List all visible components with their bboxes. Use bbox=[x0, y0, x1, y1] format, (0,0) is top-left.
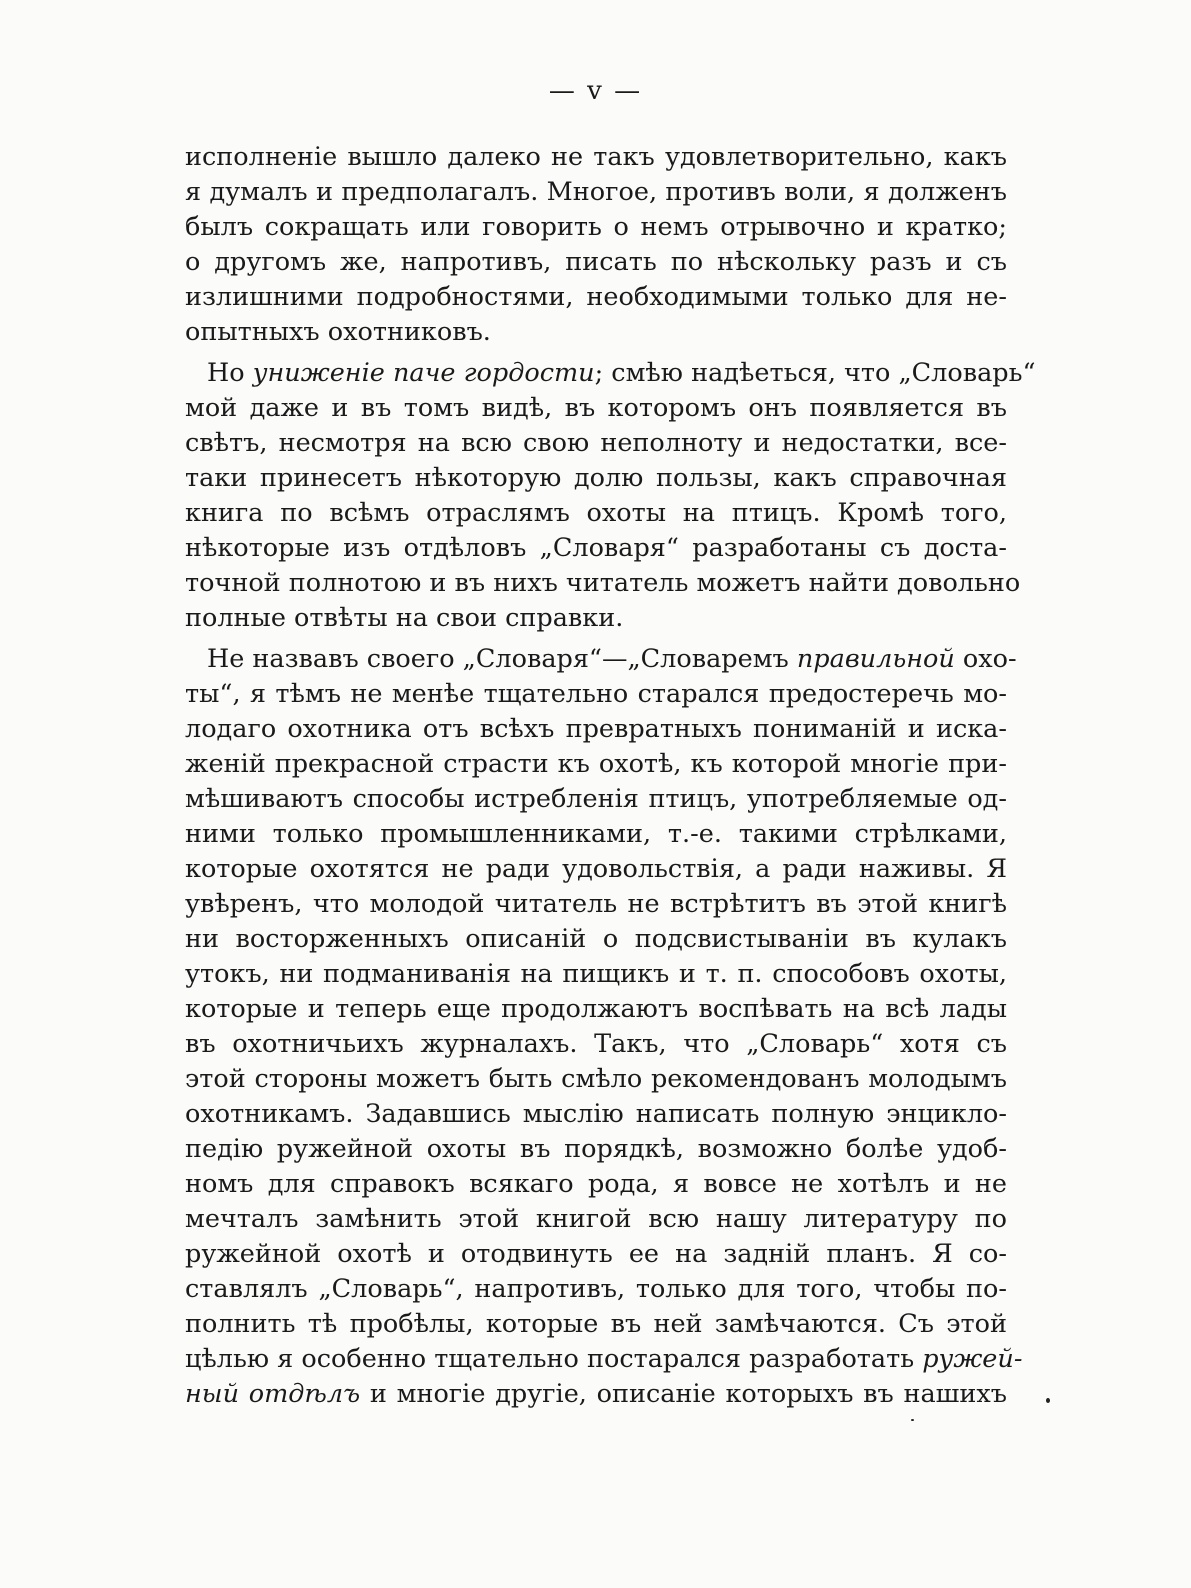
text-line: мой даже и въ томъ видѣ, въ которомъ онъ появляется въ bbox=[185, 393, 1007, 423]
text-line: которые и теперь еще продолжаютъ воспѣвать на всѣ лады bbox=[185, 994, 1007, 1024]
italic-phrase: ружей- bbox=[922, 1344, 1023, 1374]
text-line: свѣтъ, несмотря на всю свою неполноту и недостатки, все- bbox=[185, 428, 1007, 458]
text-line: увѣренъ, что молодой читатель не встрѣтитъ въ этой книгѣ bbox=[185, 889, 1007, 919]
text-line: ружейной охотѣ и отодвинуть ее на задній планъ. Я со- bbox=[185, 1239, 1007, 1269]
text-line: излишними подробностями, необходимыми только для не- bbox=[185, 282, 1007, 312]
text-run: ; смѣю надѣеться, что „Словарь“ bbox=[594, 358, 1036, 388]
text-line bbox=[185, 356, 1036, 391]
page-number: — v — bbox=[548, 76, 643, 106]
text-line: полнить тѣ пробѣлы, которые въ ней замѣчаются. Съ этой bbox=[185, 1309, 1007, 1339]
text-line: былъ сокращать или говорить о немъ отрывочно и кратко; bbox=[185, 212, 1007, 242]
text-line: книга по всѣмъ отраслямъ охоты на птицъ. Кромѣ того, bbox=[185, 498, 1007, 528]
text-run: цѣлью я особенно тщательно постарался разработать bbox=[185, 1344, 923, 1374]
text-line: утокъ, ни подманиванія на пищикъ и т. п. способовъ охоты, bbox=[185, 959, 1007, 989]
body-text bbox=[185, 140, 1036, 1412]
paragraph-3 bbox=[185, 642, 1023, 1412]
text-line: мечталъ замѣнить этой книгой всю нашу литературу по bbox=[185, 1204, 1007, 1234]
text-line: охотникамъ. Задавшись мыслію написать полную энцикло- bbox=[185, 1099, 1007, 1129]
text-line bbox=[185, 1377, 1007, 1412]
scan-speck bbox=[911, 1419, 914, 1421]
text-line: полные отвѣты на свои справки. bbox=[185, 603, 624, 633]
text-line: ни восторженныхъ описаній о подсвистываніи въ кулакъ bbox=[185, 924, 1007, 954]
italic-phrase: униженіе паче гордости bbox=[252, 358, 595, 388]
text-line: ты“, я тѣмъ не менѣе тщательно старался предостеречь мо- bbox=[185, 679, 1007, 709]
text-line: мѣшиваютъ способы истребленія птицъ, употребляемые од- bbox=[185, 784, 1007, 814]
text-line bbox=[185, 642, 1017, 677]
text-line: номъ для справокъ всякаго рода, я вовсе не хотѣлъ и не bbox=[185, 1169, 1007, 1199]
text-line: я думалъ и предполагалъ. Многое, противъ воли, я долженъ bbox=[185, 177, 1007, 207]
text-line: исполненіе вышло далеко не такъ удовлетворительно, какъ bbox=[185, 142, 1007, 172]
scan-speck bbox=[1046, 1398, 1050, 1403]
text-line: педію ружейной охоты въ порядкѣ, возможно болѣе удоб- bbox=[185, 1134, 1007, 1164]
text-run: и многіе другіе, описаніе которыхъ въ нашихъ bbox=[360, 1379, 1007, 1409]
text-run: Но bbox=[207, 358, 253, 388]
text-line: которые охотятся не ради удовольствія, а ради наживы. Я bbox=[185, 854, 1007, 884]
paragraph-1 bbox=[185, 140, 1007, 350]
paragraph-2 bbox=[185, 356, 1036, 636]
text-line: въ охотничьихъ журналахъ. Такъ, что „Словарь“ хотя съ bbox=[185, 1029, 1007, 1059]
text-run: охо- bbox=[954, 644, 1017, 674]
text-line: этой стороны можетъ быть смѣло рекомендованъ молодымъ bbox=[185, 1064, 1007, 1094]
text-line: точной полнотою и въ нихъ читатель можетъ найти довольно bbox=[185, 568, 1021, 598]
italic-phrase: ный отдѣлъ bbox=[185, 1379, 361, 1409]
text-line: женій прекрасной страсти къ охотѣ, къ которой многіе при- bbox=[185, 749, 1007, 779]
text-line: таки принесетъ нѣкоторую долю пользы, какъ справочная bbox=[185, 463, 1007, 493]
text-line: нѣкоторые изъ отдѣловъ „Словаря“ разработаны съ доста- bbox=[185, 533, 1007, 563]
text-run: Не назвавъ своего „Словаря“—„Словаремъ bbox=[207, 644, 797, 674]
text-line bbox=[185, 1342, 1023, 1377]
text-line: ними только промышленниками, т.-е. такими стрѣлками, bbox=[185, 819, 1007, 849]
text-line: о другомъ же, напротивъ, писать по нѣскольку разъ и съ bbox=[185, 247, 1007, 277]
text-line: лодаго охотника отъ всѣхъ превратныхъ пониманій и иска- bbox=[185, 714, 1007, 744]
text-line: опытныхъ охотниковъ. bbox=[185, 317, 491, 347]
text-line: ставлялъ „Словарь“, напротивъ, только для того, чтобы по- bbox=[185, 1274, 1007, 1304]
italic-phrase: правильной bbox=[796, 644, 955, 674]
